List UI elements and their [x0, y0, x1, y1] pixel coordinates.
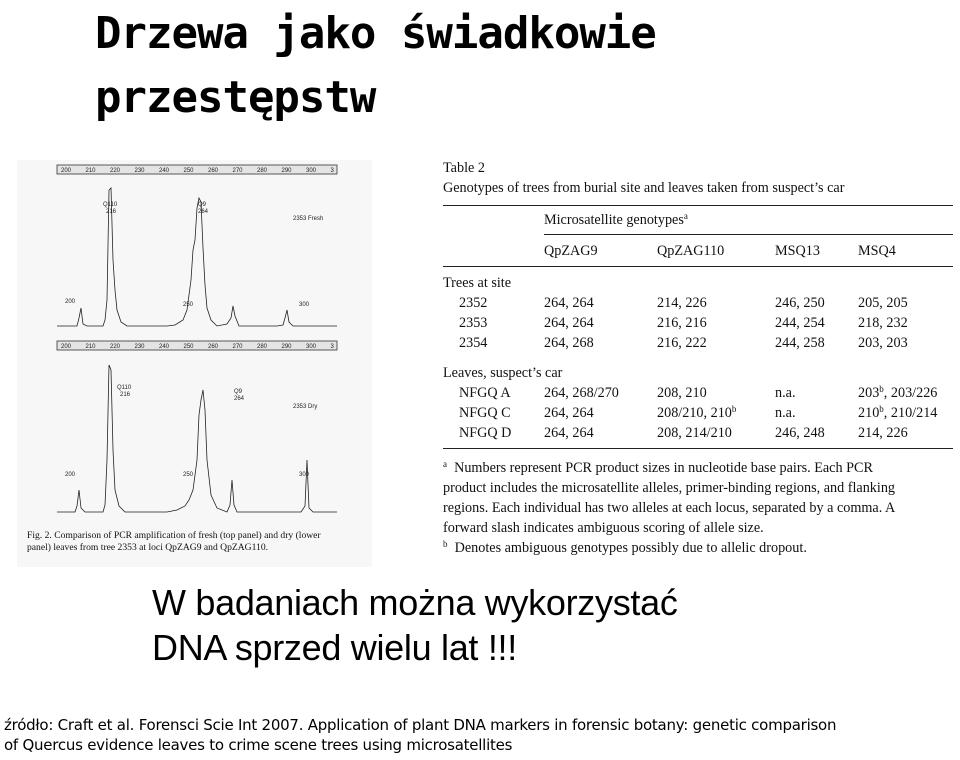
- bottom-peak2-label1: Q9: [234, 389, 243, 395]
- table-bottom-rule: [443, 448, 953, 449]
- footnote-b-text: Denotes ambiguous genotypes possibly due to allelic dropout.: [454, 540, 807, 556]
- footnote-a-line-3: regions. Each individual has two alleles at each locus, separated by a comma. A: [443, 500, 896, 516]
- row-nfgqc-msq4: [858, 404, 937, 422]
- top-marker-200: 200: [65, 299, 76, 305]
- bottom-axis-tick-200: 200: [61, 344, 72, 350]
- top-marker-250: 250: [183, 302, 194, 308]
- top-peak2-label2: 264: [198, 209, 209, 215]
- top-axis-tick-3: 3: [330, 168, 334, 174]
- top-axis-tick-250: 250: [183, 168, 194, 174]
- top-axis-tick-290: 290: [281, 168, 292, 174]
- row-2353-qpzag9: 264, 264: [544, 315, 594, 331]
- bottom-marker-250: 250: [183, 472, 194, 478]
- top-peak2-label1: Q9: [198, 202, 207, 208]
- row-nfgqc-qpzag110-sup: b: [731, 404, 737, 414]
- bottom-peak2-label2: 264: [234, 396, 245, 402]
- footnote-a-line-2: product includes the microsatellite alleles, primer-binding regions, and flanking: [443, 480, 896, 496]
- source-citation: [4, 715, 960, 755]
- row-nfgqd-qpzag110: 208, 214/210: [657, 425, 732, 441]
- figure-caption-line-1: Fig. 2. Comparison of PCR amplification of fresh (top panel) and dry (lower: [27, 530, 321, 541]
- bottom-axis-bar: [57, 341, 337, 350]
- group-header-note: a: [683, 211, 688, 221]
- footnote-b-line: [443, 538, 955, 558]
- row-2352-msq13: 246, 250: [775, 295, 825, 311]
- row-2353-msq13: 244, 254: [775, 315, 825, 331]
- bottom-axis-tick-230: 230: [134, 344, 145, 350]
- bottom-trace: [57, 365, 337, 512]
- row-2353-id: 2353: [459, 315, 488, 331]
- row-nfgqa-msq4-b: , 203/226: [883, 385, 938, 401]
- section-trees-label: Trees at site: [443, 275, 512, 291]
- row-nfgqa-msq4-a: 203: [858, 385, 880, 401]
- row-2354-qpzag9: 264, 268: [544, 335, 594, 351]
- column-header-msq4: MSQ4: [858, 243, 896, 259]
- row-nfgqd-msq4: 214, 226: [858, 425, 908, 441]
- group-header-rule: [544, 234, 953, 235]
- row-2352-id: 2352: [459, 295, 488, 311]
- top-axis-tick-200: 200: [61, 168, 72, 174]
- figure-caption: [27, 530, 367, 554]
- bottom-peak1-label2: 216: [120, 392, 131, 398]
- bottom-panel-label: 2353 Dry: [293, 404, 318, 410]
- bottom-axis-tick-220: 220: [110, 344, 121, 350]
- top-marker-300: 300: [299, 302, 310, 308]
- row-nfgqc-qpzag110-a: 208/210, 210: [657, 405, 732, 421]
- top-axis-tick-220: 220: [110, 168, 121, 174]
- footnote-b-mark: b: [443, 539, 448, 549]
- group-header-text: Microsatellite genotypes: [544, 212, 684, 228]
- top-panel-label: 2353 Fresh: [293, 216, 324, 222]
- bottom-peak1-label1: Q110: [117, 385, 132, 391]
- row-nfgqc-msq13: n.a.: [775, 405, 796, 421]
- footnote-a-mark: a: [443, 459, 447, 469]
- slide-headline-line-1: W badaniach można wykorzystać: [152, 582, 678, 623]
- slide-headline: [152, 580, 852, 670]
- bottom-axis-tick-300: 300: [306, 344, 317, 350]
- bottom-axis-tick-260: 260: [208, 344, 219, 350]
- row-nfgqd-id: NFGQ D: [459, 425, 512, 441]
- row-nfgqa-qpzag9: 264, 268/270: [544, 385, 619, 401]
- top-trace: [57, 188, 337, 326]
- bottom-axis-tick-210: 210: [85, 344, 96, 350]
- bottom-axis-tick-250: 250: [183, 344, 194, 350]
- electropherogram-svg: [17, 160, 372, 567]
- table-caption: Genotypes of trees from burial site and leaves taken from suspect’s car: [443, 180, 845, 196]
- row-nfgqc-id: NFGQ C: [459, 405, 511, 421]
- row-2353-qpzag110: 216, 216: [657, 315, 707, 331]
- row-2354-msq13: 244, 258: [775, 335, 825, 351]
- top-peak1-label1: Q110: [103, 202, 118, 208]
- row-nfgqd-qpzag9: 264, 264: [544, 425, 594, 441]
- top-axis-tick-230: 230: [134, 168, 145, 174]
- slide-title-line-1: Drzewa jako świadkowie: [95, 8, 656, 59]
- top-axis-tick-260: 260: [208, 168, 219, 174]
- top-axis-bar: [57, 165, 337, 174]
- table-footnotes: [443, 458, 955, 558]
- row-2352-qpzag110: 214, 226: [657, 295, 707, 311]
- row-nfgqa-msq4: [858, 384, 937, 402]
- bottom-marker-200: 200: [65, 472, 76, 478]
- bottom-marker-300: 300: [299, 472, 310, 478]
- row-2354-qpzag110: 216, 222: [657, 335, 707, 351]
- bottom-axis-tick-3: 3: [330, 344, 334, 350]
- section-leaves-label: Leaves, suspect’s car: [443, 365, 563, 381]
- row-2353-msq4: 218, 232: [858, 315, 908, 331]
- bottom-axis-tick-270: 270: [232, 344, 243, 350]
- source-citation-line-1: źródło: Craft et al. Forensci Scie Int 2007. Application of plant DNA markers in forensic botany: genetic comparison: [4, 716, 837, 734]
- slide-title-line-2: przestępstw: [95, 72, 376, 123]
- table-number: Table 2: [443, 160, 485, 176]
- row-nfgqa-msq13: n.a.: [775, 385, 796, 401]
- bottom-axis-tick-290: 290: [281, 344, 292, 350]
- electropherogram-figure: [17, 160, 372, 567]
- top-axis-tick-300: 300: [306, 168, 317, 174]
- top-axis-tick-270: 270: [232, 168, 243, 174]
- column-header-qpzag110: QpZAG110: [657, 243, 725, 259]
- row-2354-id: 2354: [459, 335, 488, 351]
- footnote-a-line-4: forward slash indicates ambiguous scoring of allele size.: [443, 520, 764, 536]
- footnote-a-text-1: Numbers represent PCR product sizes in nucleotide base pairs. Each PCR: [454, 460, 873, 476]
- row-2354-msq4: 203, 203: [858, 335, 908, 351]
- row-nfgqa-qpzag110: 208, 210: [657, 385, 707, 401]
- slide-headline-line-2: DNA sprzed wielu lat !!!: [152, 627, 517, 668]
- row-2352-msq4: 205, 205: [858, 295, 908, 311]
- bottom-axis-tick-240: 240: [159, 344, 170, 350]
- footnote-a-line-1: [443, 458, 955, 478]
- bottom-axis-tick-280: 280: [257, 344, 268, 350]
- row-nfgqc-msq4-a: 210: [858, 405, 880, 421]
- row-nfgqc-qpzag9: 264, 264: [544, 405, 594, 421]
- row-nfgqa-msq4-sup: b: [879, 384, 884, 394]
- row-nfgqd-msq13: 246, 248: [775, 425, 825, 441]
- row-2352-qpzag9: 264, 264: [544, 295, 594, 311]
- top-axis-tick-240: 240: [159, 168, 170, 174]
- column-header-qpzag9: QpZAG9: [544, 243, 598, 259]
- row-nfgqc-qpzag110: [657, 404, 736, 422]
- source-citation-line-2: of Quercus evidence leaves to crime scene trees using microsatellites: [4, 736, 513, 754]
- top-peak1-label2: 216: [106, 209, 117, 215]
- top-axis-tick-280: 280: [257, 168, 268, 174]
- table-top-rule: [443, 205, 953, 206]
- slide-title: [95, 2, 915, 130]
- row-nfgqc-msq4-b: , 210/214: [883, 405, 938, 421]
- row-nfgqc-msq4-sup: b: [879, 404, 884, 414]
- top-axis-tick-210: 210: [85, 168, 96, 174]
- column-header-msq13: MSQ13: [775, 243, 820, 259]
- group-header: [544, 212, 688, 229]
- row-nfgqa-id: NFGQ A: [459, 385, 511, 401]
- header-bottom-rule: [443, 266, 953, 267]
- figure-caption-line-2: panel) leaves from tree 2353 at loci QpZAG9 and QpZAG110.: [27, 542, 269, 553]
